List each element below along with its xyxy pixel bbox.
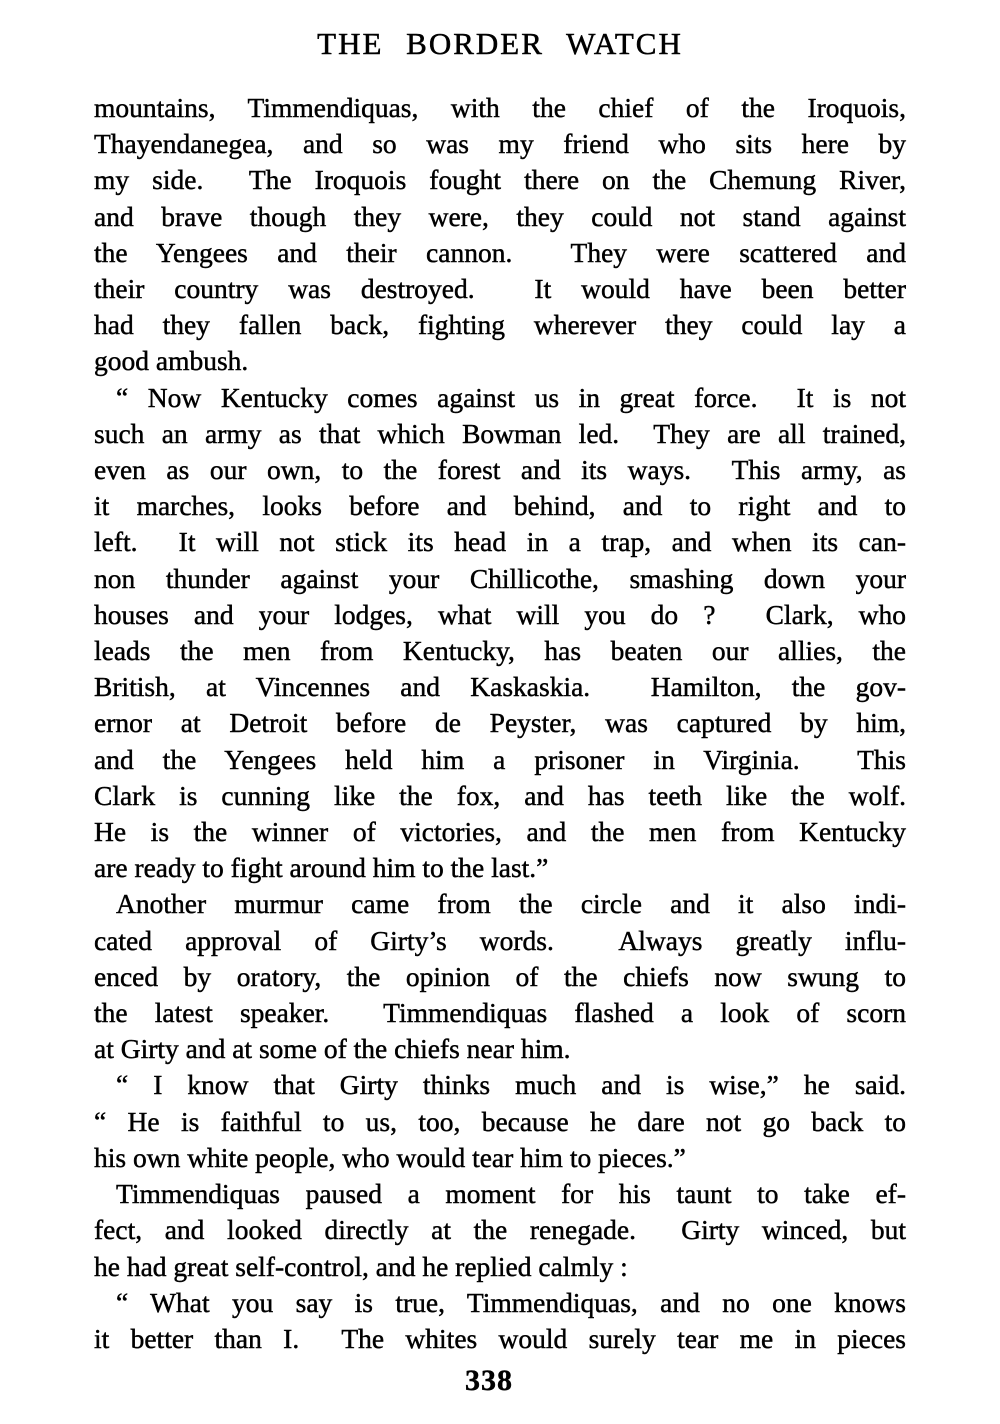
text-line: the latest speaker. Timmendiquas flashed a look of scorn [94, 997, 906, 1029]
text-line: “ I know that Girty thinks much and is wise,” he said. [116, 1069, 906, 1101]
page-text [94, 90, 906, 1357]
text-line: He is the winner of victories, and the men from Kentucky [94, 816, 906, 848]
running-header: THE BORDER WATCH [317, 26, 683, 61]
text-line: Clark is cunning like the fox, and has teeth like the wolf. [94, 779, 906, 811]
text-line: “ He is faithful to us, too, because he dare not go back to [94, 1105, 906, 1137]
text-line: and the Yengees held him a prisoner in Virginia. This [94, 743, 906, 775]
text-line: houses and your lodges, what will you do ? Clark, who [94, 598, 906, 630]
text-line: fect, and looked directly at the renegade. Girty winced, but [94, 1214, 906, 1246]
text-line: leads the men from Kentucky, has beaten our allies, the [94, 635, 906, 667]
text-line: their country was destroyed. It would have been better [94, 273, 906, 305]
text-line: “ Now Kentucky comes against us in great force. It is not [116, 381, 906, 413]
text-line: he had great self-control, and he replied calmly : [94, 1250, 628, 1282]
text-line: at Girty and at some of the chiefs near him. [94, 1033, 571, 1065]
paragraph [94, 380, 906, 887]
text-line: even as our own, to the forest and its ways. This army, as [94, 454, 906, 486]
text-line: it better than I. The whites would surely tear me in pieces [94, 1322, 906, 1354]
text-line: cated approval of Girty’s words. Always greatly influ- [94, 924, 906, 956]
paragraph [94, 1067, 906, 1176]
text-line: the Yengees and their cannon. They were scattered and [94, 236, 906, 268]
text-line: and brave though they were, they could not stand against [94, 200, 906, 232]
text-line: British, at Vincennes and Kaskaskia. Hamilton, the gov- [94, 671, 906, 703]
text-line: mountains, Timmendiquas, with the chief of the Iroquois, [94, 92, 906, 123]
text-line: enced by oratory, the opinion of the chiefs now swung to [94, 960, 906, 992]
text-line: Timmendiquas paused a moment for his taunt to take ef- [116, 1178, 906, 1210]
paragraph [94, 886, 906, 1067]
text-line: good ambush. [94, 345, 249, 377]
text-line: Another murmur came from the circle and it also indi- [116, 888, 906, 920]
text-line: my side. The Iroquois fought there on the Chemung River, [94, 164, 906, 196]
text-line: left. It will not stick its head in a trap, and when its can- [94, 526, 906, 558]
text-line: ernor at Detroit before de Peyster, was captured by him, [94, 707, 906, 739]
text-line: it marches, looks before and behind, and to right and to [94, 490, 906, 522]
text-line: are ready to fight around him to the last.” [94, 852, 549, 884]
page-number: 338 [465, 1364, 513, 1397]
paragraph [94, 90, 906, 380]
text-line: his own white people, who would tear him to pieces.” [94, 1141, 686, 1173]
text-line: had they fallen back, fighting wherever they could lay a [94, 309, 906, 341]
paragraph [94, 1285, 906, 1357]
text-line: Thayendanegea, and so was my friend who sits here by [94, 128, 906, 160]
paragraph [94, 1176, 906, 1285]
text-line: such an army as that which Bowman led. They are all trained, [94, 417, 906, 449]
text-line: non thunder against your Chillicothe, smashing down your [94, 562, 906, 594]
text-line: “ What you say is true, Timmendiquas, and no one knows [116, 1286, 906, 1318]
